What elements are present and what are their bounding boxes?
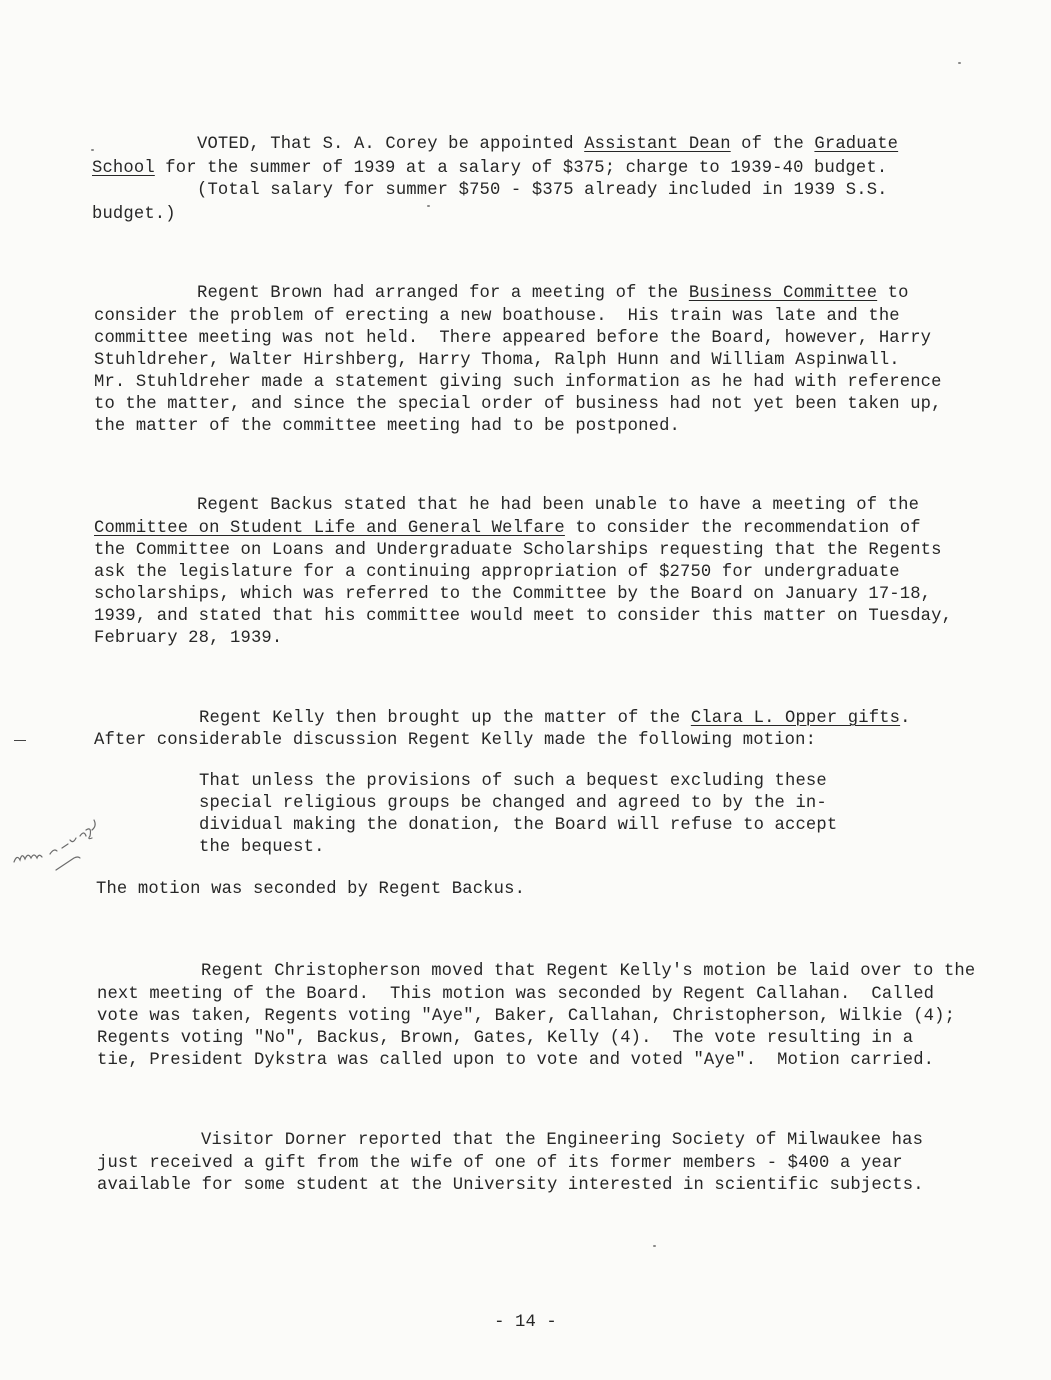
- p3-line-3: the Committee on Loans and Undergraduate Scholarships requesting that the Regents: [94, 541, 942, 560]
- p6-line-1: Visitor Dorner reported that the Engineering Society of Milwaukee has: [201, 1131, 924, 1150]
- p3-line-1: Regent Backus stated that he had been unable to have a meeting of the: [197, 496, 920, 515]
- p2-line-4: Stuhldreher, Walter Hirshberg, Harry Thoma, Ralph Hunn and William Aspinwall.: [94, 351, 900, 370]
- p1-line-1: VOTED, That S. A. Corey be appointed Assistant Dean of the Graduate: [197, 135, 899, 154]
- paper-speck: [91, 149, 94, 151]
- p1-line-4: budget.): [92, 205, 176, 224]
- p5-line-3: vote was taken, Regents voting "Aye", Baker, Callahan, Christopherson, Wilkie (4);: [97, 1007, 956, 1026]
- p4-quote-line-2: special religious groups be changed and agreed to by the in-: [199, 794, 827, 813]
- p2-line-5: Mr. Stuhldreher made a statement giving such information as he had with reference: [94, 373, 942, 392]
- p4-quote-line-3: dividual making the donation, the Board will refuse to accept: [199, 816, 838, 835]
- p6-line-3: available for some student at the University interested in scientific subjects.: [97, 1176, 924, 1195]
- p1-line-3: (Total salary for summer $750 - $375 already included in 1939 S.S.: [197, 181, 888, 200]
- p6-line-2: just received a gift from the wife of one of its former members - $400 a year: [97, 1154, 903, 1173]
- handwritten-margin-note: [10, 812, 120, 882]
- page-number: - 14 -: [494, 1313, 557, 1332]
- p3-line-7: February 28, 1939.: [94, 629, 283, 648]
- p3-line-6: 1939, and stated that his committee would meet to consider this matter on Tuesday,: [94, 607, 953, 626]
- p4-line-3: The motion was seconded by Regent Backus.: [96, 880, 526, 899]
- p5-line-2: next meeting of the Board. This motion was seconded by Regent Callahan. Called: [97, 985, 935, 1004]
- p2-line-7: the matter of the committee meeting had to be postponed.: [94, 417, 680, 436]
- margin-dash-mark: [14, 740, 26, 741]
- p4-quote-line-4: the bequest.: [199, 838, 325, 857]
- p1-line-2: School for the summer of 1939 at a salary of $375; charge to 1939-40 budget.: [92, 159, 888, 178]
- p2-line-6: to the matter, and since the special order of business had not yet been taken up,: [94, 395, 942, 414]
- paper-speck: [958, 62, 961, 64]
- p5-line-1: Regent Christopherson moved that Regent Kelly's motion be laid over to the: [201, 962, 976, 981]
- p5-line-5: tie, President Dykstra was called upon to vote and voted "Aye". Motion carried.: [97, 1051, 935, 1070]
- p2-line-3: committee meeting was not held. There appeared before the Board, however, Harry: [94, 329, 932, 348]
- p2-line-1: Regent Brown had arranged for a meeting of the Business Committee to: [197, 284, 909, 303]
- p3-line-2: Committee on Student Life and General Welfare to consider the recommendation of: [94, 519, 921, 538]
- p4-quote-line-1: That unless the provisions of such a bequest excluding these: [199, 772, 827, 791]
- p5-line-4: Regents voting "No", Backus, Brown, Gates, Kelly (4). The vote resulting in a: [97, 1029, 914, 1048]
- p3-line-4: ask the legislature for a continuing appropriation of $2750 for undergraduate: [94, 563, 900, 582]
- paper-speck: [653, 1245, 656, 1247]
- p4-line-2: After considerable discussion Regent Kelly made the following motion:: [94, 731, 817, 750]
- p2-line-2: consider the problem of erecting a new boathouse. His train was late and the: [94, 307, 900, 326]
- p4-line-1: Regent Kelly then brought up the matter of the Clara L. Opper gifts.: [199, 709, 911, 728]
- p3-line-5: scholarships, which was referred to the Committee by the Board on January 17-18,: [94, 585, 932, 604]
- paper-speck: [427, 205, 430, 207]
